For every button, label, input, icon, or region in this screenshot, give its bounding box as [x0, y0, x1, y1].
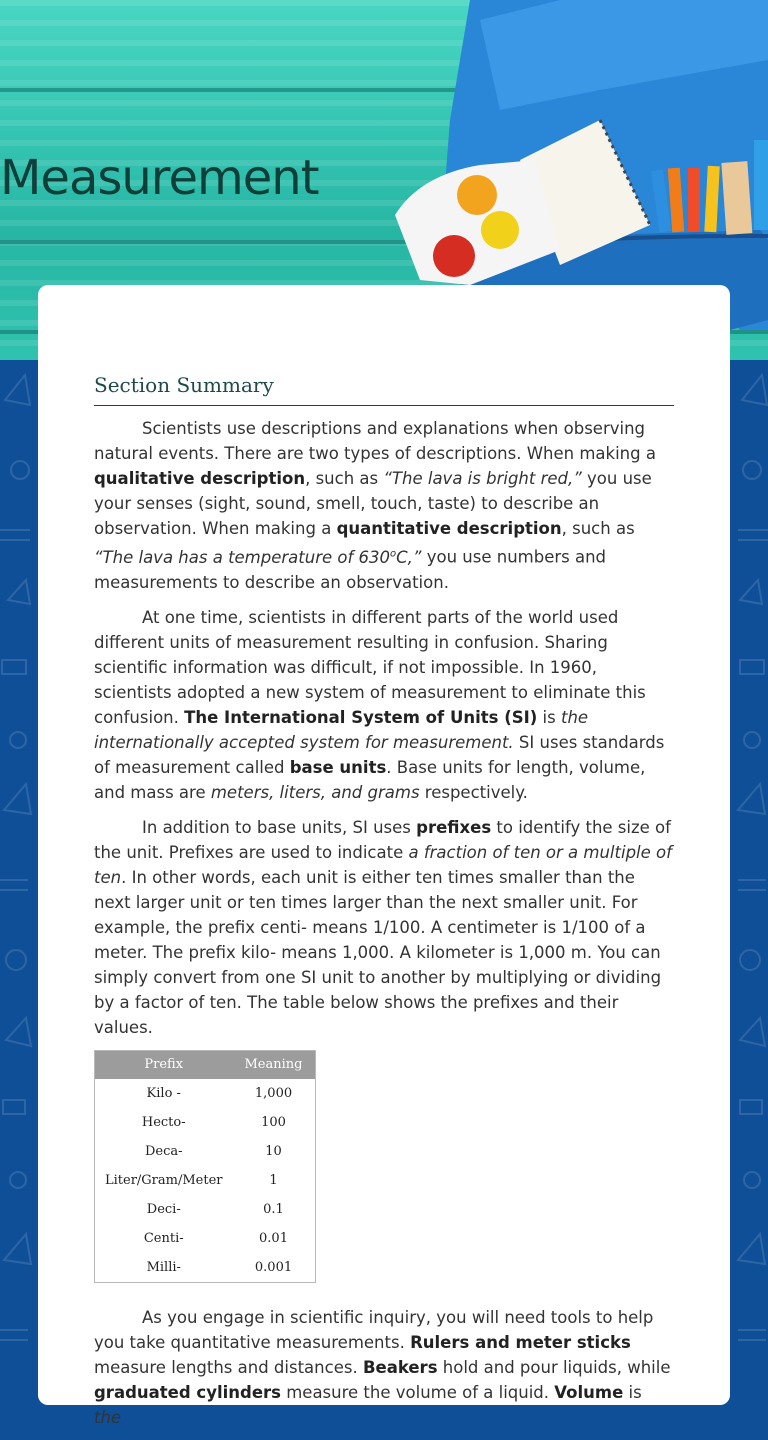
table-row — [95, 1108, 316, 1137]
table-row — [95, 1195, 316, 1224]
table-header-row — [95, 1050, 316, 1079]
prefix-cell: Deci- — [146, 1201, 181, 1217]
prefix-table — [94, 1050, 316, 1283]
prefix-cell: Hecto- — [141, 1114, 186, 1130]
paragraph-tools: As you engage in scientific inquiry, you will need tools to help you take quantitative measurements. Rulers and meter sticks measure lengths and distances. Beakers hold and pour liquids, while graduated cylinders measure the volume of a liquid. Volume is the — [94, 1307, 671, 1427]
page-title: Measurement — [0, 150, 319, 206]
paragraph-descriptions: Scientists use descriptions and explanations when observing natural events. There are two types of descriptions. When making a qualitative description, such as “The lava is bright red,” you use your senses (sight, sound, smell, touch, taste) to describe an observation. When making a quantitative description, such as “The lava has a temperature of 630$^o$C,” you use numbers and measurements to describe an observation. — [94, 419, 656, 592]
meaning-cell: 10 — [265, 1143, 282, 1159]
table-row — [95, 1253, 316, 1283]
paragraph-si-system: At one time, scientists in different parts of the world used different units of measurement resulting in confusion. Sharing scientific information was difficult, if not impossible. In 1960, scientists adopted a new system of measurement to eliminate this confusion. The International System of Units (SI) is the internationally accepted system for measurement. SI uses standards of measurement called base units. Base units for length, volume, and mass are meters, liters, and grams respectively. — [94, 607, 665, 802]
meaning-cell: 0.1 — [263, 1201, 284, 1217]
meaning-cell: 0.01 — [259, 1230, 288, 1246]
section-heading: Section Summary — [94, 373, 674, 406]
meaning-cell: 100 — [261, 1114, 286, 1130]
table-row — [95, 1137, 316, 1166]
table-row — [95, 1166, 316, 1195]
prefix-cell: Deca- — [144, 1143, 183, 1159]
paragraph-prefixes: In addition to base units, SI uses prefixes to identify the size of the unit. Prefixes are used to indicate a fraction of ten or a multiple of ten. In other words, each unit is either ten times smaller than the next larger unit or ten times larger than the next smaller unit. For example, the prefix centi- means 1/100. A centimeter is 1/100 of a meter. The prefix kilo- means 1,000. A kilometer is 1,000 m. You can simply convert from one SI unit to another by multiplying or dividing by a factor of ten. The table below shows the prefixes and their values. — [94, 817, 672, 1037]
meaning-cell: 1,000 — [254, 1085, 293, 1101]
prefix-cell: Milli- — [146, 1259, 181, 1275]
content-card — [38, 285, 730, 1427]
section-content — [94, 373, 674, 1440]
table-row — [95, 1079, 316, 1108]
table-row — [95, 1224, 316, 1253]
meaning-cell: 1 — [269, 1172, 278, 1188]
prefix-cell: Kilo - — [146, 1085, 181, 1101]
prefix-cell: Liter/Gram/Meter — [105, 1172, 223, 1188]
meaning-cell: 0.001 — [254, 1259, 293, 1275]
table-header: Meaning — [233, 1050, 316, 1079]
prefix-cell: Centi- — [143, 1230, 184, 1246]
table-header: Prefix — [95, 1050, 233, 1079]
